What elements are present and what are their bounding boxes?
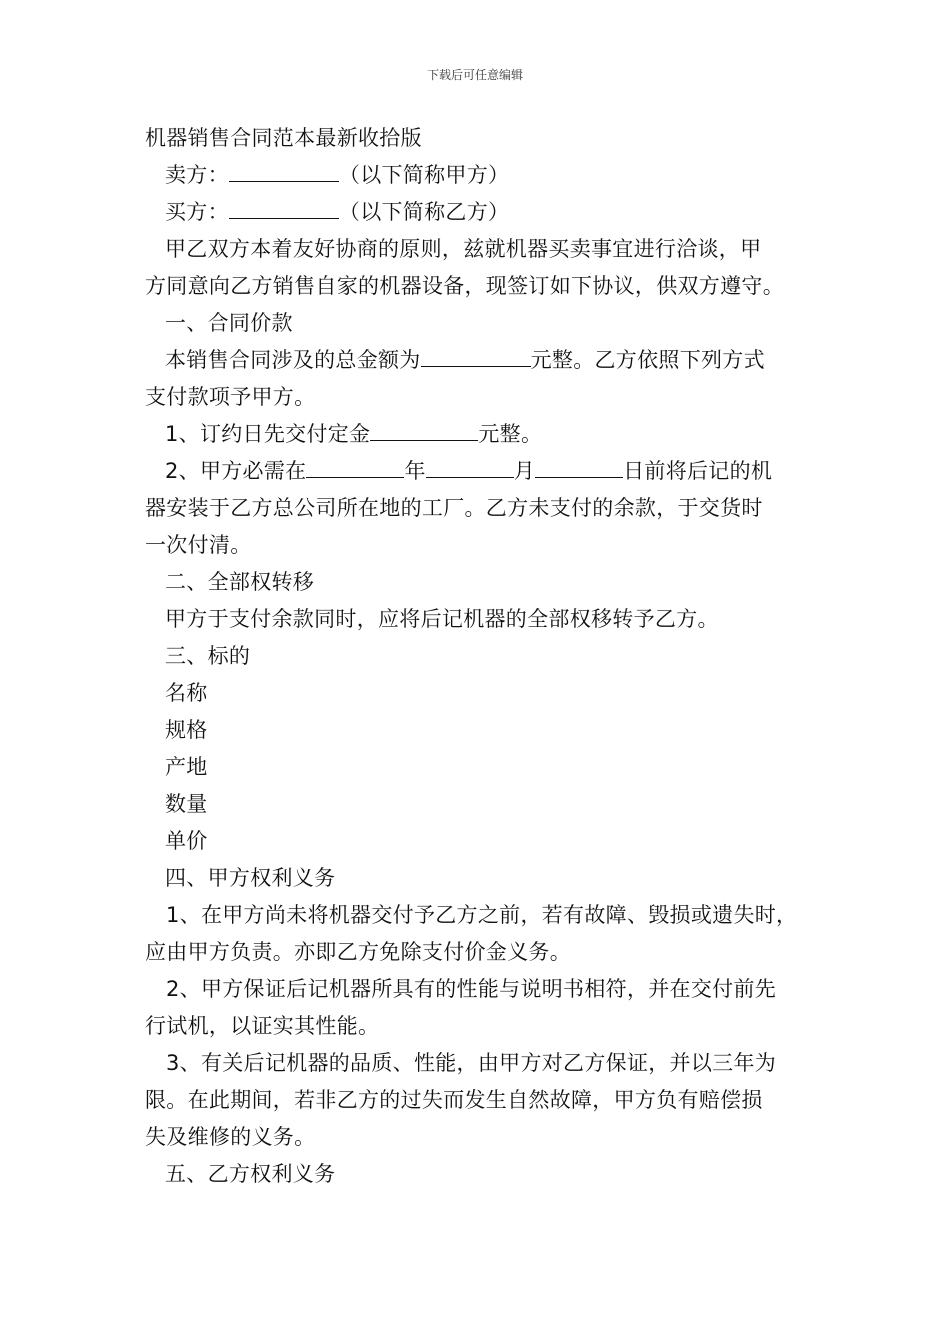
deposit-line: [145, 416, 825, 453]
document-title: 机器销售合同范本最新收拾版: [145, 126, 422, 150]
install-suffix: 日前将后记的机: [623, 459, 773, 483]
buyer-name-blank[interactable]: [229, 196, 339, 219]
seller-clause-2-line-1: 2、甲方保证后记机器所具有的性能与说明书相符，并在交付前先: [166, 977, 777, 1001]
total-amount-label: 本销售合同涉及的总金额为: [165, 348, 421, 372]
seller-clause-3-line-1: 3、有关后记机器的品质、性能，由甲方对乙方保证，并以三年为: [166, 1051, 777, 1075]
deposit-suffix: 元整。: [478, 422, 543, 446]
install-date-line: [145, 453, 825, 490]
total-amount-line-2: 支付款项予甲方。: [145, 385, 316, 409]
install-year-blank[interactable]: [306, 455, 404, 478]
section-2-heading: 二、全部权转移: [165, 570, 315, 594]
install-line-3: 一次付清。: [145, 533, 252, 557]
seller-clause-1-line-1: 1、在甲方尚未将机器交付予乙方之前，若有故障、毁损或遗失时，: [166, 903, 798, 927]
seller-clause-3-line-3: 失及维修的义务。: [145, 1125, 316, 1149]
total-amount-line: [145, 342, 825, 379]
section-5-heading: 五、乙方权利义务: [165, 1162, 336, 1186]
seller-name-blank[interactable]: [229, 159, 339, 182]
buyer-line: [145, 194, 825, 231]
page-header: 下载后可任意编辑: [426, 68, 523, 82]
document-body: [145, 120, 825, 1193]
install-month-blank[interactable]: [426, 455, 514, 478]
seller-clause-1-line-2: 应由甲方负责。亦即乙方免除支付价金义务。: [145, 940, 571, 964]
section-3-heading: 三、标的: [165, 644, 251, 668]
install-year-label: 年: [404, 459, 426, 483]
install-line-2: 器安装于乙方总公司所在地的工厂。乙方未支付的余款，于交货时: [145, 496, 763, 520]
intro-line-1: 甲乙双方本着友好协商的原则，兹就机器买卖事宜进行洽谈，甲: [165, 237, 762, 261]
subject-item-spec: 规格: [165, 718, 208, 742]
intro-line-2: 方同意向乙方销售自家的机器设备，现签订如下协议，供双方遵守。: [145, 274, 784, 298]
total-amount-suffix: 元整。乙方依照下列方式: [530, 348, 765, 372]
subject-item-quantity: 数量: [165, 792, 208, 816]
subject-item-unit-price: 单价: [165, 829, 208, 853]
install-month-label: 月: [513, 459, 536, 483]
seller-label: 卖方：: [165, 163, 229, 187]
subject-item-origin: 产地: [165, 755, 208, 779]
seller-line: [145, 157, 825, 194]
install-label: 2、甲方必需在: [165, 459, 307, 483]
subject-item-name: 名称: [165, 681, 208, 705]
section-1-heading: 一、合同价款: [165, 311, 293, 335]
buyer-label: 买方：: [165, 200, 229, 224]
seller-suffix: （以下简称甲方）: [338, 163, 510, 187]
deposit-label: 1、订约日先交付定金: [165, 422, 371, 446]
seller-clause-3-line-2: 限。在此期间，若非乙方的过失而发生自然故障，甲方负有赔偿损: [145, 1088, 763, 1112]
seller-clause-2-line-2: 行试机，以证实其性能。: [145, 1014, 380, 1038]
buyer-suffix: （以下简称乙方）: [338, 200, 510, 224]
section-4-heading: 四、甲方权利义务: [165, 866, 336, 890]
deposit-blank[interactable]: [370, 418, 478, 441]
install-day-blank[interactable]: [535, 455, 623, 478]
ownership-transfer-text: 甲方于支付余款同时，应将后记机器的全部权移转予乙方。: [165, 607, 719, 631]
total-amount-blank[interactable]: [421, 344, 531, 367]
